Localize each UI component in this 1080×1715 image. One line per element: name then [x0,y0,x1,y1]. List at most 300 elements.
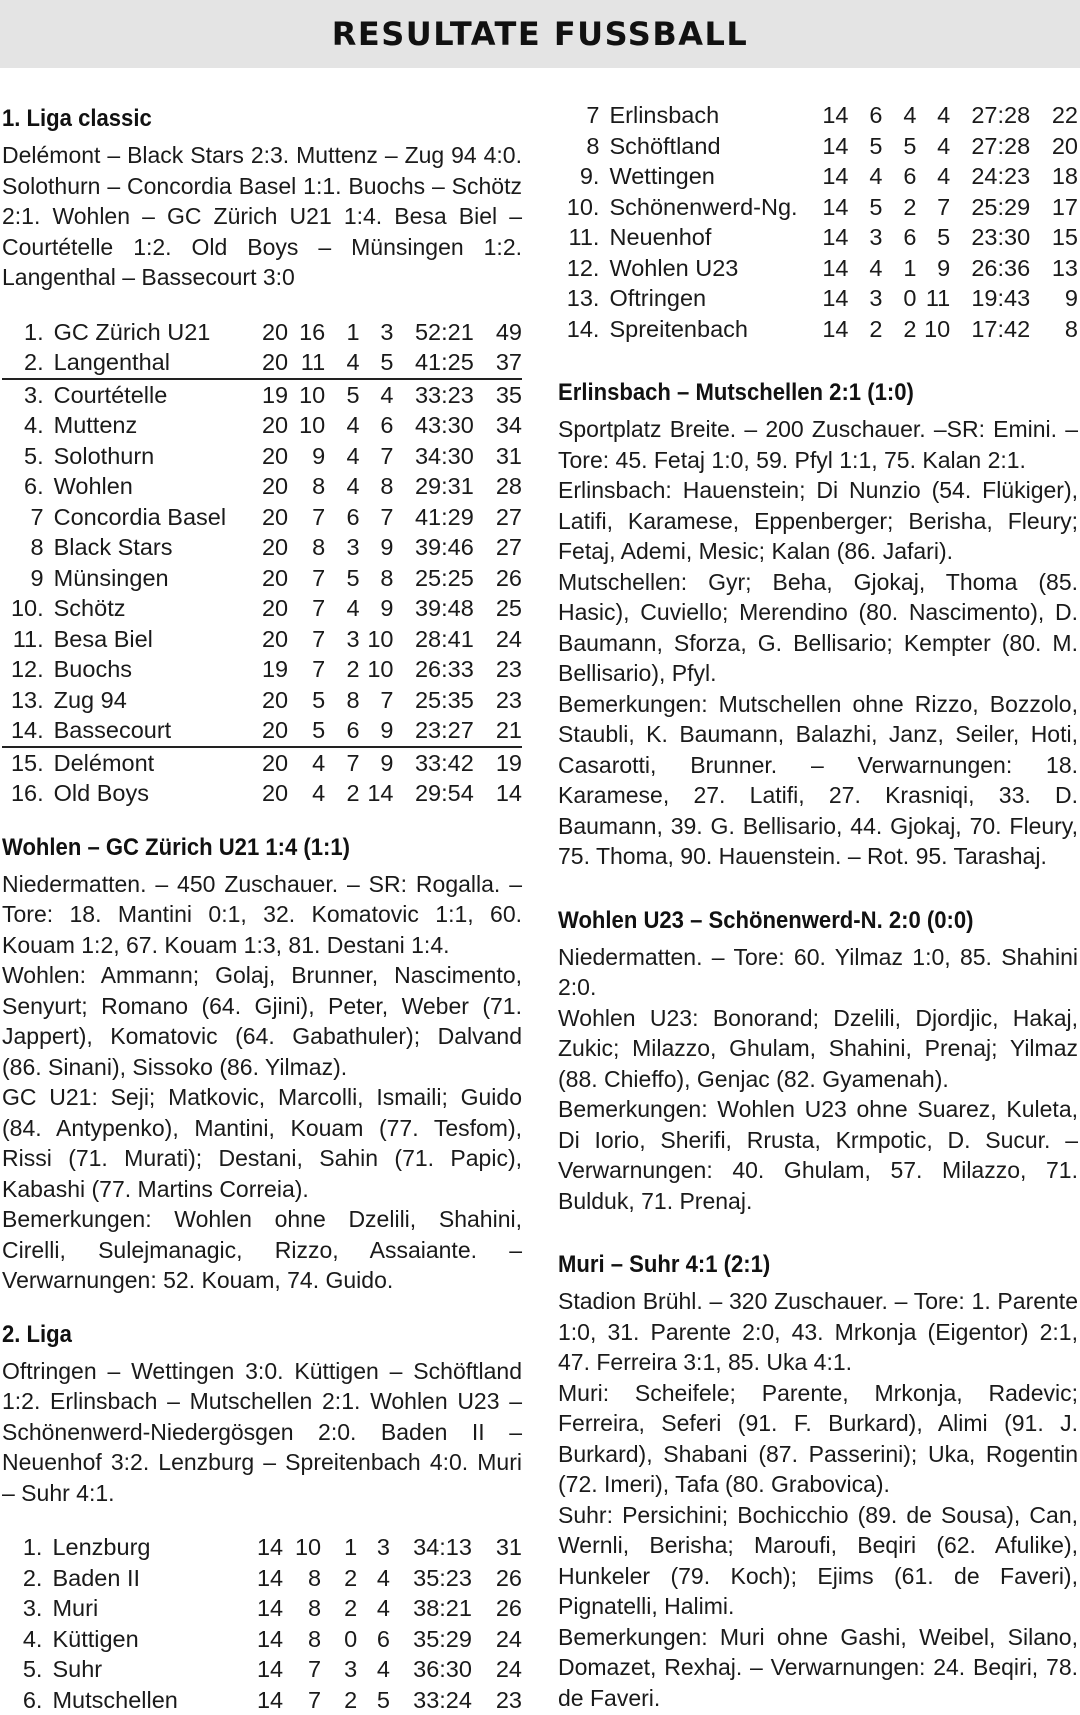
cell-d: 5 [882,131,916,162]
cell-goals: 29:31 [393,471,473,502]
match-erlinsbach-team1: Erlinsbach: Hauenstein; Di Nunzio (54. Flükiger), Latifi, Karamese, Eppenberger; Berisha, Fleury; Fetaj, Ademi, Mesic; Kalan (86. Jafari). [558,475,1078,567]
cell-gp: 20 [237,685,288,716]
table-row [2,1624,522,1655]
cell-rank: 4. [2,410,54,441]
cell-goals: 25:25 [393,563,473,594]
table-row [558,253,1078,284]
cell-team: Muttenz [54,410,237,441]
cell-gp: 20 [237,563,288,594]
cell-goals: 23:30 [950,222,1030,253]
cell-team: Muri [52,1593,229,1624]
cell-l: 5 [360,347,394,379]
cell-d: 2 [325,778,359,809]
cell-goals: 52:21 [393,317,473,348]
cell-rank: 14. [2,715,54,747]
cell-w: 9 [288,441,325,472]
cell-pts: 9 [1030,283,1078,314]
cell-rank: 13. [558,283,609,314]
cell-d: 6 [325,715,359,747]
cell-w: 7 [283,1654,321,1685]
cell-team: Schötz [54,593,237,624]
cell-d: 1 [882,253,916,284]
cell-team: Solothurn [54,441,237,472]
cell-w: 3 [848,283,882,314]
cell-team: Schöftland [609,131,797,162]
cell-pts: 26 [474,563,522,594]
cell-pts: 13 [1030,253,1078,284]
table-row [2,1654,522,1685]
cell-rank: 13. [2,685,54,716]
cell-team: Courtételle [54,379,237,411]
cell-team: Suhr [52,1654,229,1685]
cell-rank: 8 [2,532,54,563]
cell-gp: 14 [798,253,849,284]
cell-rank: 9. [558,161,609,192]
table-row [2,502,522,533]
cell-l: 7 [916,192,950,223]
cell-w: 5 [288,685,325,716]
match-wohlen-gc-team1: Wohlen: Ammann; Golaj, Brunner, Nascimento, Senyurt; Romano (64. Gjini), Peter, Weber (71. Jappert), Komatovic (64. Gabathuler); Dalvand (86. Sinani), Sissoko (86. Yilmaz). [2,960,522,1082]
cell-team: Black Stars [54,532,237,563]
table-row [2,747,522,779]
cell-l: 4 [916,100,950,131]
cell-w: 8 [283,1563,321,1594]
cell-d: 8 [325,685,359,716]
cell-gp: 14 [798,314,849,345]
cell-pts: 24 [474,624,522,655]
cell-goals: 29:54 [393,778,473,809]
cell-w: 16 [288,317,325,348]
cell-pts: 37 [474,347,522,379]
liga1-standings-table [2,317,522,809]
cell-team: Erlinsbach [609,100,797,131]
cell-team: Münsingen [54,563,237,594]
liga2-results: Oftringen – Wettingen 3:0. Küttigen – Schöftland 1:2. Erlinsbach – Mutschellen 2:1. Wohlen U23 – Schönenwerd-Niedergösgen 2:0. Baden II – Neuenhof 3:2. Lenzburg – Spreitenbach 4:0. Muri – Suhr 4:1. [2,1356,522,1509]
cell-pts: 21 [474,715,522,747]
cell-team: Mutschellen [52,1685,229,1715]
cell-gp: 14 [230,1593,283,1624]
table-row [2,1685,522,1715]
table-row [2,715,522,747]
cell-d: 1 [321,1532,357,1563]
cell-d: 6 [325,502,359,533]
cell-l: 4 [357,1593,390,1624]
match-muri-remarks: Bemerkungen: Muri ohne Gashi, Weibel, Silano, Domazet, Rexhaj. – Verwarnungen: 24. Beqiri, 78. de Faveri. [558,1622,1078,1714]
cell-w: 7 [288,654,325,685]
cell-gp: 14 [230,1685,283,1715]
cell-rank: 4. [2,1624,52,1655]
liga1-results: Delémont – Black Stars 2:3. Muttenz – Zug 94 4:0. Solothurn – Concordia Basel 1:1. Buochs – Schötz 2:1. Wohlen – GC Zürich U21 1:4. Besa Biel – Courtételle 1:2. Old Boys – Münsingen 1:2. Langenthal – Bassecourt 3:0 [2,140,522,293]
cell-gp: 20 [237,593,288,624]
table-row [2,441,522,472]
cell-rank: 6. [2,1685,52,1715]
cell-pts: 26 [472,1563,522,1594]
table-row [2,1563,522,1594]
cell-l: 9 [360,715,394,747]
cell-d: 4 [325,441,359,472]
cell-l: 7 [360,441,394,472]
cell-w: 4 [848,161,882,192]
cell-w: 10 [288,410,325,441]
cell-w: 5 [848,192,882,223]
table-row [558,222,1078,253]
cell-goals: 33:24 [390,1685,472,1715]
cell-rank: 8 [558,131,609,162]
match-erlinsbach-title: Erlinsbach – Mutschellen 2:1 (1:0) [558,378,1036,408]
cell-w: 10 [288,379,325,411]
match-erlinsbach-info: Sportplatz Breite. – 200 Zuschauer. –SR: Emini. – Tore: 45. Fetaj 1:0, 59. Pfyl 1:1, 75. Kalan 2:1. [558,414,1078,475]
table-row [558,283,1078,314]
cell-team: Wettingen [609,161,797,192]
cell-d: 3 [325,624,359,655]
cell-pts: 25 [474,593,522,624]
cell-l: 8 [360,563,394,594]
cell-w: 7 [288,593,325,624]
cell-l: 5 [357,1685,390,1715]
cell-goals: 25:29 [950,192,1030,223]
cell-gp: 14 [798,100,849,131]
table-row [558,100,1078,131]
table-row [558,161,1078,192]
cell-pts: 18 [1030,161,1078,192]
liga1-title: 1. Liga classic [2,104,480,134]
cell-w: 2 [848,314,882,345]
cell-l: 7 [360,685,394,716]
cell-w: 6 [848,100,882,131]
cell-w: 8 [288,532,325,563]
cell-d: 2 [321,1685,357,1715]
cell-goals: 35:23 [390,1563,472,1594]
cell-gp: 14 [230,1563,283,1594]
cell-gp: 14 [230,1624,283,1655]
table-row [2,1593,522,1624]
cell-pts: 17 [1030,192,1078,223]
cell-w: 7 [283,1685,321,1715]
cell-w: 8 [288,471,325,502]
cell-d: 2 [321,1563,357,1594]
cell-rank: 10. [558,192,609,223]
cell-l: 3 [360,317,394,348]
cell-d: 1 [325,317,359,348]
cell-team: Küttigen [52,1624,229,1655]
cell-pts: 26 [472,1593,522,1624]
cell-team: Concordia Basel [54,502,237,533]
cell-goals: 33:23 [393,379,473,411]
page-header [0,0,1080,68]
cell-goals: 27:28 [950,131,1030,162]
table-row [2,685,522,716]
cell-d: 3 [321,1654,357,1685]
match-wohlen-gc-team2: GC U21: Seji; Matkovic, Marcolli, Ismaili; Guido (84. Antypenko), Mantini, Kouam (77. Tesfom), Rissi (71. Murati); Destani, Sahin (71. Papic), Kabashi (77. Martins Correia). [2,1082,522,1204]
cell-d: 4 [325,347,359,379]
cell-gp: 14 [798,131,849,162]
cell-d: 2 [882,192,916,223]
cell-team: Besa Biel [54,624,237,655]
cell-rank: 9 [2,563,54,594]
cell-goals: 25:35 [393,685,473,716]
match-muri-info: Stadion Brühl. – 320 Zuschauer. – Tore: 1. Parente 1:0, 31. Parente 2:0, 43. Mrkonja (Eigentor) 2:1, 47. Ferreira 3:1, 85. Uka 4:1. [558,1286,1078,1378]
match-muri-title: Muri – Suhr 4:1 (2:1) [558,1250,1036,1280]
cell-rank: 2. [2,1563,52,1594]
cell-goals: 28:41 [393,624,473,655]
cell-pts: 31 [474,441,522,472]
cell-l: 7 [360,502,394,533]
cell-rank: 12. [2,654,54,685]
cell-pts: 22 [1030,100,1078,131]
cell-team: Delémont [54,747,237,779]
liga2-title: 2. Liga [2,1320,480,1350]
cell-d: 6 [882,161,916,192]
cell-l: 3 [357,1532,390,1563]
cell-w: 8 [283,1624,321,1655]
table-row [2,593,522,624]
cell-l: 6 [357,1624,390,1655]
cell-rank: 16. [2,778,54,809]
cell-d: 4 [325,593,359,624]
cell-team: Neuenhof [609,222,797,253]
cell-gp: 20 [237,532,288,563]
page-title: RESULTATE FUSSBALL [332,15,749,53]
match-muri-team1: Muri: Scheifele; Parente, Mrkonja, Radevic; Ferreira, Seferi (91. F. Burkard), Alimi (91. J. Burkard), Shabani (87. Passerini); Uka, Rogentin (72. Imeri), Tafa (80. Grabovica). [558,1378,1078,1500]
cell-goals: 24:23 [950,161,1030,192]
cell-pts: 27 [474,532,522,563]
cell-rank: 14. [558,314,609,345]
cell-gp: 20 [237,317,288,348]
cell-pts: 20 [1030,131,1078,162]
cell-rank: 7 [558,100,609,131]
table-row [558,314,1078,345]
cell-team: Schönenwerd-Ng. [609,192,797,223]
cell-pts: 27 [474,502,522,533]
cell-team: Old Boys [54,778,237,809]
cell-w: 11 [288,347,325,379]
cell-team: Wohlen [54,471,237,502]
table-row [2,654,522,685]
cell-team: Spreitenbach [609,314,797,345]
cell-d: 0 [882,283,916,314]
cell-goals: 26:36 [950,253,1030,284]
cell-rank: 1. [2,317,54,348]
cell-l: 4 [357,1654,390,1685]
table-row [2,563,522,594]
cell-d: 4 [325,471,359,502]
match-wohlen-u23-team1: Wohlen U23: Bonorand; Dzelili, Djordjic, Hakaj, Zukic; Milazzo, Ghulam, Shahini, Prenaj; Yilmaz (88. Chieffo), Genjac (82. Gyamenah). [558,1003,1078,1095]
cell-gp: 20 [237,778,288,809]
table-row [2,778,522,809]
table-row [2,471,522,502]
cell-gp: 20 [237,347,288,379]
cell-gp: 14 [798,283,849,314]
cell-goals: 19:43 [950,283,1030,314]
cell-gp: 14 [230,1654,283,1685]
left-column [2,104,522,1715]
cell-pts: 49 [474,317,522,348]
match-erlinsbach-remarks: Bemerkungen: Mutschellen ohne Rizzo, Bozzolo, Staubli, K. Baumann, Balazhi, Janz, Seiler, Hoti, Casarotti, Brunner. – Verwarnungen: 18. Karamese, 27. Latifi, 27. Krasniqi, 33. D. Baumann, 39. G. Bellisario, 44. Gjokaj, 70. Fleury, 75. Thoma, 90. Hauenstein. – Rot. 95. Tarashaj. [558,689,1078,872]
cell-w: 4 [848,253,882,284]
cell-goals: 33:42 [393,747,473,779]
table-row [558,131,1078,162]
cell-goals: 23:27 [393,715,473,747]
cell-goals: 39:48 [393,593,473,624]
table-row [2,532,522,563]
cell-d: 2 [325,654,359,685]
cell-pts: 35 [474,379,522,411]
cell-goals: 27:28 [950,100,1030,131]
liga2-standings-table-continued [558,100,1078,344]
match-wohlen-u23-info: Niedermatten. – Tore: 60. Yilmaz 1:0, 85. Shahini 2:0. [558,942,1078,1003]
cell-pts: 24 [472,1624,522,1655]
table-row [2,1532,522,1563]
cell-gp: 14 [798,222,849,253]
cell-w: 7 [288,563,325,594]
cell-pts: 15 [1030,222,1078,253]
cell-l: 8 [360,471,394,502]
cell-gp: 20 [237,502,288,533]
cell-d: 0 [321,1624,357,1655]
cell-d: 7 [325,747,359,779]
cell-goals: 34:13 [390,1532,472,1563]
cell-rank: 3. [2,379,54,411]
cell-l: 10 [360,654,394,685]
cell-d: 3 [325,532,359,563]
cell-rank: 5. [2,1654,52,1685]
cell-rank: 6. [2,471,54,502]
table-row [2,410,522,441]
cell-d: 4 [882,100,916,131]
cell-pts: 28 [474,471,522,502]
cell-team: GC Zürich U21 [54,317,237,348]
table-row [2,347,522,379]
cell-team: Oftringen [609,283,797,314]
cell-d: 5 [325,563,359,594]
cell-w: 7 [288,502,325,533]
cell-pts: 24 [472,1654,522,1685]
cell-goals: 38:21 [390,1593,472,1624]
match-wohlen-u23-remarks: Bemerkungen: Wohlen U23 ohne Suarez, Kuleta, Di Iorio, Sherifi, Rrusta, Krmpotic, D. Sucur. – Verwarnungen: 40. Ghulam, 57. Milazzo, 71. Bulduk, 71. Prenaj. [558,1094,1078,1216]
cell-rank: 10. [2,593,54,624]
cell-goals: 41:29 [393,502,473,533]
cell-l: 14 [360,778,394,809]
cell-goals: 36:30 [390,1654,472,1685]
cell-pts: 8 [1030,314,1078,345]
cell-goals: 34:30 [393,441,473,472]
table-row [2,624,522,655]
cell-pts: 14 [474,778,522,809]
cell-l: 9 [916,253,950,284]
cell-rank: 11. [2,624,54,655]
cell-team: Bassecourt [54,715,237,747]
cell-d: 2 [882,314,916,345]
cell-d: 5 [325,379,359,411]
cell-gp: 20 [237,471,288,502]
cell-pts: 23 [472,1685,522,1715]
cell-pts: 34 [474,410,522,441]
cell-w: 10 [283,1532,321,1563]
cell-goals: 41:25 [393,347,473,379]
cell-pts: 31 [472,1532,522,1563]
cell-d: 2 [321,1593,357,1624]
cell-pts: 23 [474,654,522,685]
cell-goals: 43:30 [393,410,473,441]
cell-gp: 20 [237,624,288,655]
cell-l: 4 [357,1563,390,1594]
cell-gp: 20 [237,410,288,441]
match-wohlen-gc-info: Niedermatten. – 450 Zuschauer. – SR: Rogalla. – Tore: 18. Mantini 0:1, 32. Komatovic 1:1, 60. Kouam 1:2, 67. Kouam 1:3, 81. Destani 1:4. [2,869,522,961]
cell-w: 4 [288,778,325,809]
cell-l: 4 [916,161,950,192]
cell-gp: 20 [237,715,288,747]
cell-gp: 14 [798,192,849,223]
match-erlinsbach-team2: Mutschellen: Gyr; Beha, Gjokaj, Thoma (85. Hasic), Cuviello; Merendino (80. Nascimento), D. Baumann, Sforza, G. Bellisario; Kempter (80. M. Bellisario), Pfyl. [558,567,1078,689]
cell-team: Langenthal [54,347,237,379]
cell-rank: 7 [2,502,54,533]
right-column [558,100,1078,1713]
match-wohlen-gc-remarks: Bemerkungen: Wohlen ohne Dzelili, Shahini, Cirelli, Sulejmanagic, Rizzo, Assaiante. – Verwarnungen: 52. Kouam, 74. Guido. [2,1204,522,1296]
cell-team: Wohlen U23 [609,253,797,284]
cell-gp: 20 [237,441,288,472]
cell-l: 9 [360,593,394,624]
cell-w: 4 [288,747,325,779]
cell-team: Buochs [54,654,237,685]
cell-l: 11 [916,283,950,314]
match-wohlen-u23-title: Wohlen U23 – Schönenwerd-N. 2:0 (0:0) [558,906,1036,936]
liga2-standings-table [2,1532,522,1715]
table-row [558,192,1078,223]
cell-team: Zug 94 [54,685,237,716]
cell-l: 10 [360,624,394,655]
table-row [2,317,522,348]
cell-goals: 17:42 [950,314,1030,345]
cell-pts: 23 [474,685,522,716]
cell-gp: 14 [230,1532,283,1563]
cell-w: 5 [288,715,325,747]
table-row [2,379,522,411]
match-wohlen-gc-title: Wohlen – GC Zürich U21 1:4 (1:1) [2,833,480,863]
cell-pts: 19 [474,747,522,779]
cell-rank: 12. [558,253,609,284]
cell-rank: 5. [2,441,54,472]
cell-gp: 19 [237,654,288,685]
cell-l: 6 [360,410,394,441]
cell-gp: 14 [798,161,849,192]
cell-rank: 11. [558,222,609,253]
cell-d: 4 [325,410,359,441]
cell-goals: 26:33 [393,654,473,685]
match-muri-team2: Suhr: Persichini; Bochicchio (89. de Sousa), Can, Wernli, Berisha; Maroufi, Beqiri (62. Afulike), Hunkeler (79. Koch); Ejims (61. de Faveri), Pignatelli, Halimi. [558,1500,1078,1622]
cell-w: 3 [848,222,882,253]
cell-l: 9 [360,747,394,779]
cell-l: 4 [360,379,394,411]
cell-team: Lenzburg [52,1532,229,1563]
cell-rank: 1. [2,1532,52,1563]
cell-gp: 20 [237,747,288,779]
cell-l: 4 [916,131,950,162]
cell-l: 10 [916,314,950,345]
cell-gp: 19 [237,379,288,411]
cell-goals: 35:29 [390,1624,472,1655]
cell-w: 7 [288,624,325,655]
cell-rank: 2. [2,347,54,379]
cell-w: 5 [848,131,882,162]
cell-rank: 15. [2,747,54,779]
cell-team: Baden II [52,1563,229,1594]
cell-w: 8 [283,1593,321,1624]
cell-l: 9 [360,532,394,563]
cell-goals: 39:46 [393,532,473,563]
cell-d: 6 [882,222,916,253]
cell-rank: 3. [2,1593,52,1624]
cell-l: 5 [916,222,950,253]
